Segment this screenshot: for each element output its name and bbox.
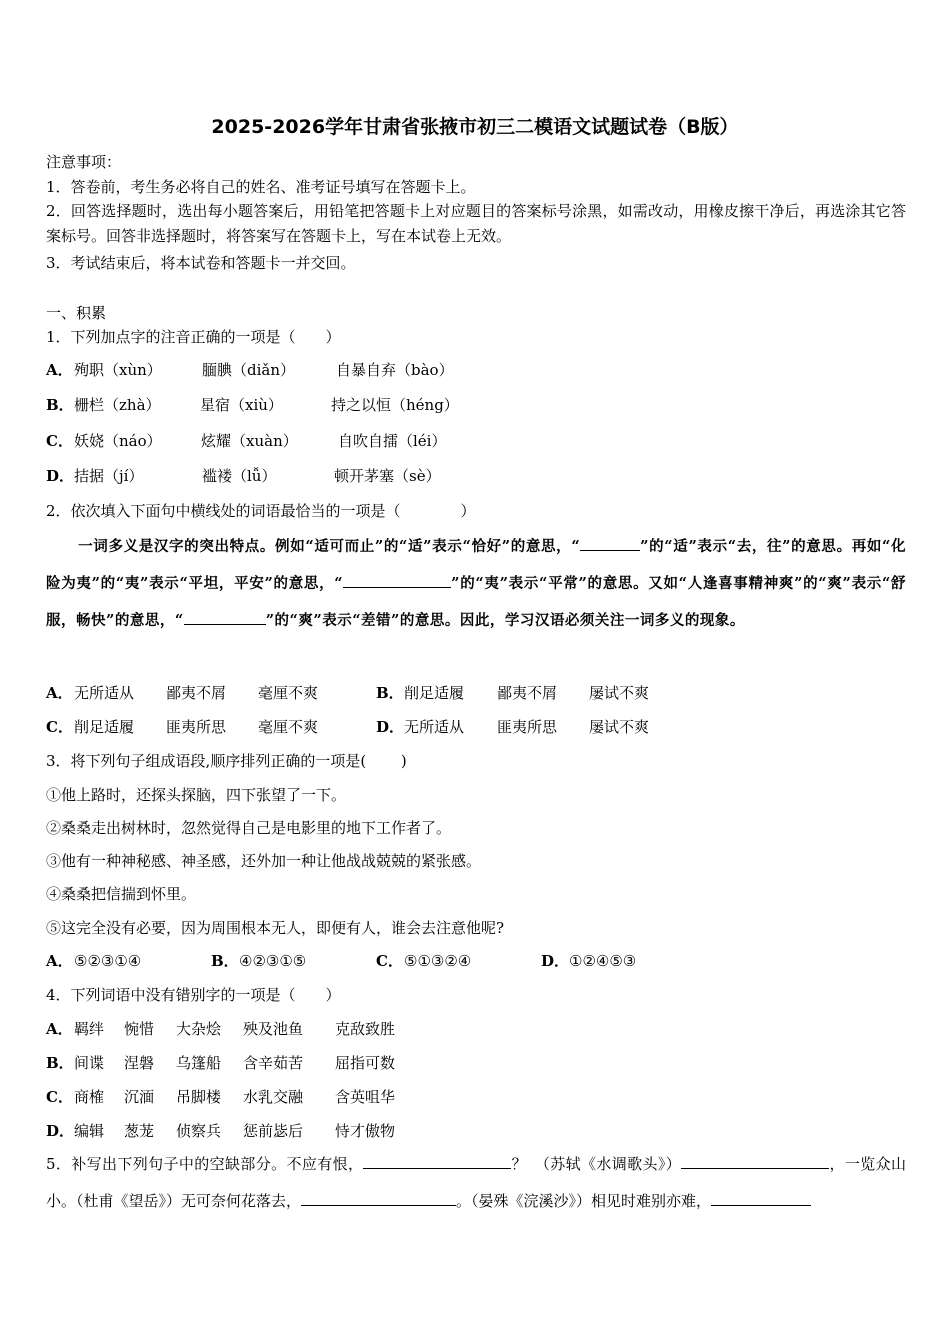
q3-sentence-5: ⑤这完全没有必要，因为周围根本无人，即便有人，谁会去注意他呢?	[46, 919, 505, 937]
option-item: 自暴自弃（bào）	[336, 361, 454, 379]
answer-blank[interactable]	[301, 1191, 456, 1206]
option-item: 拮据（jí）	[74, 467, 144, 485]
option-item: 匪夷所思	[166, 718, 227, 736]
option-value: ①②④⑤③	[569, 952, 637, 970]
option-label: C．	[46, 432, 73, 450]
option-label: B．	[211, 952, 239, 970]
fill-text: 5．补写出下列句子中的空缺部分。不应有恨，	[46, 1155, 364, 1173]
notice-heading: 注意事项：	[46, 153, 122, 171]
option-item: 羁绊	[74, 1020, 105, 1038]
notice-item-2: 2．回答选择题时，选出每小题答案后，用铅笔把答题卡上对应题目的答案标号涂黑，如需改动，用橡皮擦干净后，再选涂其它答案标号。回答非选择题时，将答案写在答题卡上，写在本试卷上无效。	[46, 202, 906, 245]
option-label: D．	[46, 467, 75, 485]
option-item: 鄙夷不屑	[497, 684, 558, 702]
fill-text: 。（晏殊《浣溪沙》）相见时难别亦难，	[456, 1192, 712, 1210]
option-item: 沉湎	[124, 1088, 155, 1106]
notice-item-1: 1．答卷前，考生务必将自己的姓名、准考证号填写在答题卡上。	[46, 178, 476, 196]
option-label: C．	[376, 952, 403, 970]
answer-blank[interactable]	[343, 573, 451, 588]
option-item: 商榷	[74, 1088, 105, 1106]
answer-blank[interactable]	[363, 1154, 511, 1169]
option-item: 惋惜	[124, 1020, 155, 1038]
question-2-stem: 2．依次填入下面句中横线处的词语最恰当的一项是（ ）	[46, 502, 476, 520]
option-item: 腼腆（diǎn）	[202, 361, 296, 379]
answer-blank[interactable]	[184, 610, 266, 625]
question-5	[46, 1146, 906, 1220]
answer-blank[interactable]	[580, 536, 640, 551]
option-item: 乌篷船	[176, 1054, 222, 1072]
q3-option-b[interactable]	[211, 951, 306, 971]
option-label: A．	[46, 952, 73, 970]
option-label: A．	[46, 1020, 73, 1038]
option-label: B．	[46, 1054, 74, 1072]
q2-option-c[interactable]	[46, 717, 318, 737]
fill-text: ？ （苏轼《水调歌头》）	[511, 1155, 682, 1173]
option-item: 间谍	[74, 1054, 105, 1072]
option-label: B．	[376, 684, 404, 702]
q3-option-c[interactable]	[376, 951, 471, 971]
option-item: 大杂烩	[176, 1020, 222, 1038]
option-label: B．	[46, 396, 74, 414]
q1-option-a[interactable]	[46, 360, 454, 380]
option-item: 葱茏	[124, 1122, 155, 1140]
option-item: 屡试不爽	[589, 718, 650, 736]
q4-option-d[interactable]	[46, 1121, 395, 1141]
passage-text: ”的“爽”表示“差错”的意思。因此，学习汉语必须关注一词多义的现象。	[265, 612, 745, 629]
q3-sentence-1: ①他上路时，还探头探脑，四下张望了一下。	[46, 786, 347, 804]
q2-option-d[interactable]	[376, 717, 649, 737]
option-label: C．	[46, 718, 73, 736]
q4-option-a[interactable]	[46, 1019, 395, 1039]
option-item: 侦察兵	[176, 1122, 222, 1140]
option-item: 匪夷所思	[497, 718, 558, 736]
passage-text: ”的“适”表示“去，往”的意思。再如“化险为夷”的“夷”表示“平坦，平安”的意思，“	[46, 538, 906, 592]
option-item: 顿开茅塞（sè）	[334, 467, 441, 485]
q3-option-d[interactable]	[541, 951, 636, 971]
passage-text: ”的“夷”表示“平常”的意思。又如“人逢喜事精神爽”的“爽”表示“舒服，畅快”的意思，“	[46, 575, 907, 629]
option-item: 殃及池鱼	[243, 1020, 304, 1038]
option-label: D．	[46, 1122, 75, 1140]
option-item: 持之以恒（héng）	[331, 396, 459, 414]
option-item: 无所适从	[74, 684, 135, 702]
option-label: D．	[376, 718, 405, 736]
page-title: 2025-2026学年甘肃省张掖市初三二模语文试题试卷（B版）	[211, 116, 739, 138]
q4-option-c[interactable]	[46, 1087, 395, 1107]
option-item: 屈指可数	[335, 1054, 396, 1072]
question-4-stem: 4．下列词语中没有错别字的一项是（ ）	[46, 986, 341, 1004]
q2-passage	[46, 528, 906, 639]
option-item: 恃才傲物	[335, 1122, 396, 1140]
option-item: 削足适履	[404, 684, 465, 702]
fill-text: ，一览众山小。（杜甫《望岳》）无可奈何花落去，	[46, 1155, 906, 1210]
option-item: 自吹自擂（léi）	[338, 432, 447, 450]
option-label: D．	[541, 952, 570, 970]
q4-option-b[interactable]	[46, 1053, 395, 1073]
option-value: ⑤①③②④	[404, 952, 472, 970]
option-item: 含英咀华	[335, 1088, 396, 1106]
option-item: 星宿（xiù）	[200, 396, 283, 414]
notice-item-3: 3．考试结束后，将本试卷和答题卡一并交回。	[46, 254, 356, 272]
option-label: A．	[46, 684, 73, 702]
option-item: 妖娆（náo）	[74, 432, 162, 450]
option-item: 无所适从	[404, 718, 465, 736]
option-item: 含辛茹苦	[243, 1054, 304, 1072]
q3-option-a[interactable]	[46, 951, 141, 971]
passage-text: 一词多义是汉字的突出特点。例如“适可而止”的“适”表示“恰好”的意思，“	[78, 538, 581, 555]
option-item: 殉职（xùn）	[74, 361, 162, 379]
option-item: 削足适履	[74, 718, 135, 736]
option-label: A．	[46, 361, 73, 379]
q1-option-d[interactable]	[46, 466, 441, 486]
option-value: ⑤②③①④	[74, 952, 142, 970]
q1-option-c[interactable]	[46, 431, 446, 451]
option-item: 涅磐	[124, 1054, 155, 1072]
q2-option-b[interactable]	[376, 683, 649, 703]
question-1-stem: 1．下列加点字的注音正确的一项是（ ）	[46, 328, 341, 346]
q2-option-a[interactable]	[46, 683, 318, 703]
option-value: ④②③①⑤	[239, 952, 307, 970]
q3-sentence-2: ②桑桑走出树林时，忽然觉得自己是电影里的地下工作者了。	[46, 819, 452, 837]
answer-blank[interactable]	[681, 1154, 829, 1169]
option-item: 褴褛（lǚ）	[202, 467, 277, 485]
question-3-stem: 3．将下列句子组成语段,顺序排列正确的一项是( )	[46, 752, 407, 770]
q1-option-b[interactable]	[46, 395, 459, 415]
option-item: 毫厘不爽	[258, 684, 319, 702]
option-item: 吊脚楼	[176, 1088, 222, 1106]
answer-blank[interactable]	[711, 1191, 811, 1206]
q3-sentence-4: ④桑桑把信揣到怀里。	[46, 885, 197, 903]
q3-sentence-3: ③他有一种神秘感、神圣感，还外加一种让他战战兢兢的紧张感。	[46, 852, 482, 870]
option-item: 毫厘不爽	[258, 718, 319, 736]
option-label: C．	[46, 1088, 73, 1106]
option-item: 克敌致胜	[335, 1020, 396, 1038]
section-heading: 一、积累	[46, 304, 107, 322]
option-item: 惩前毖后	[243, 1122, 304, 1140]
option-item: 编辑	[74, 1122, 105, 1140]
option-item: 栅栏（zhà）	[74, 396, 161, 414]
option-item: 屡试不爽	[589, 684, 650, 702]
option-item: 鄙夷不屑	[166, 684, 227, 702]
option-item: 水乳交融	[243, 1088, 304, 1106]
option-item: 炫耀（xuàn）	[201, 432, 298, 450]
